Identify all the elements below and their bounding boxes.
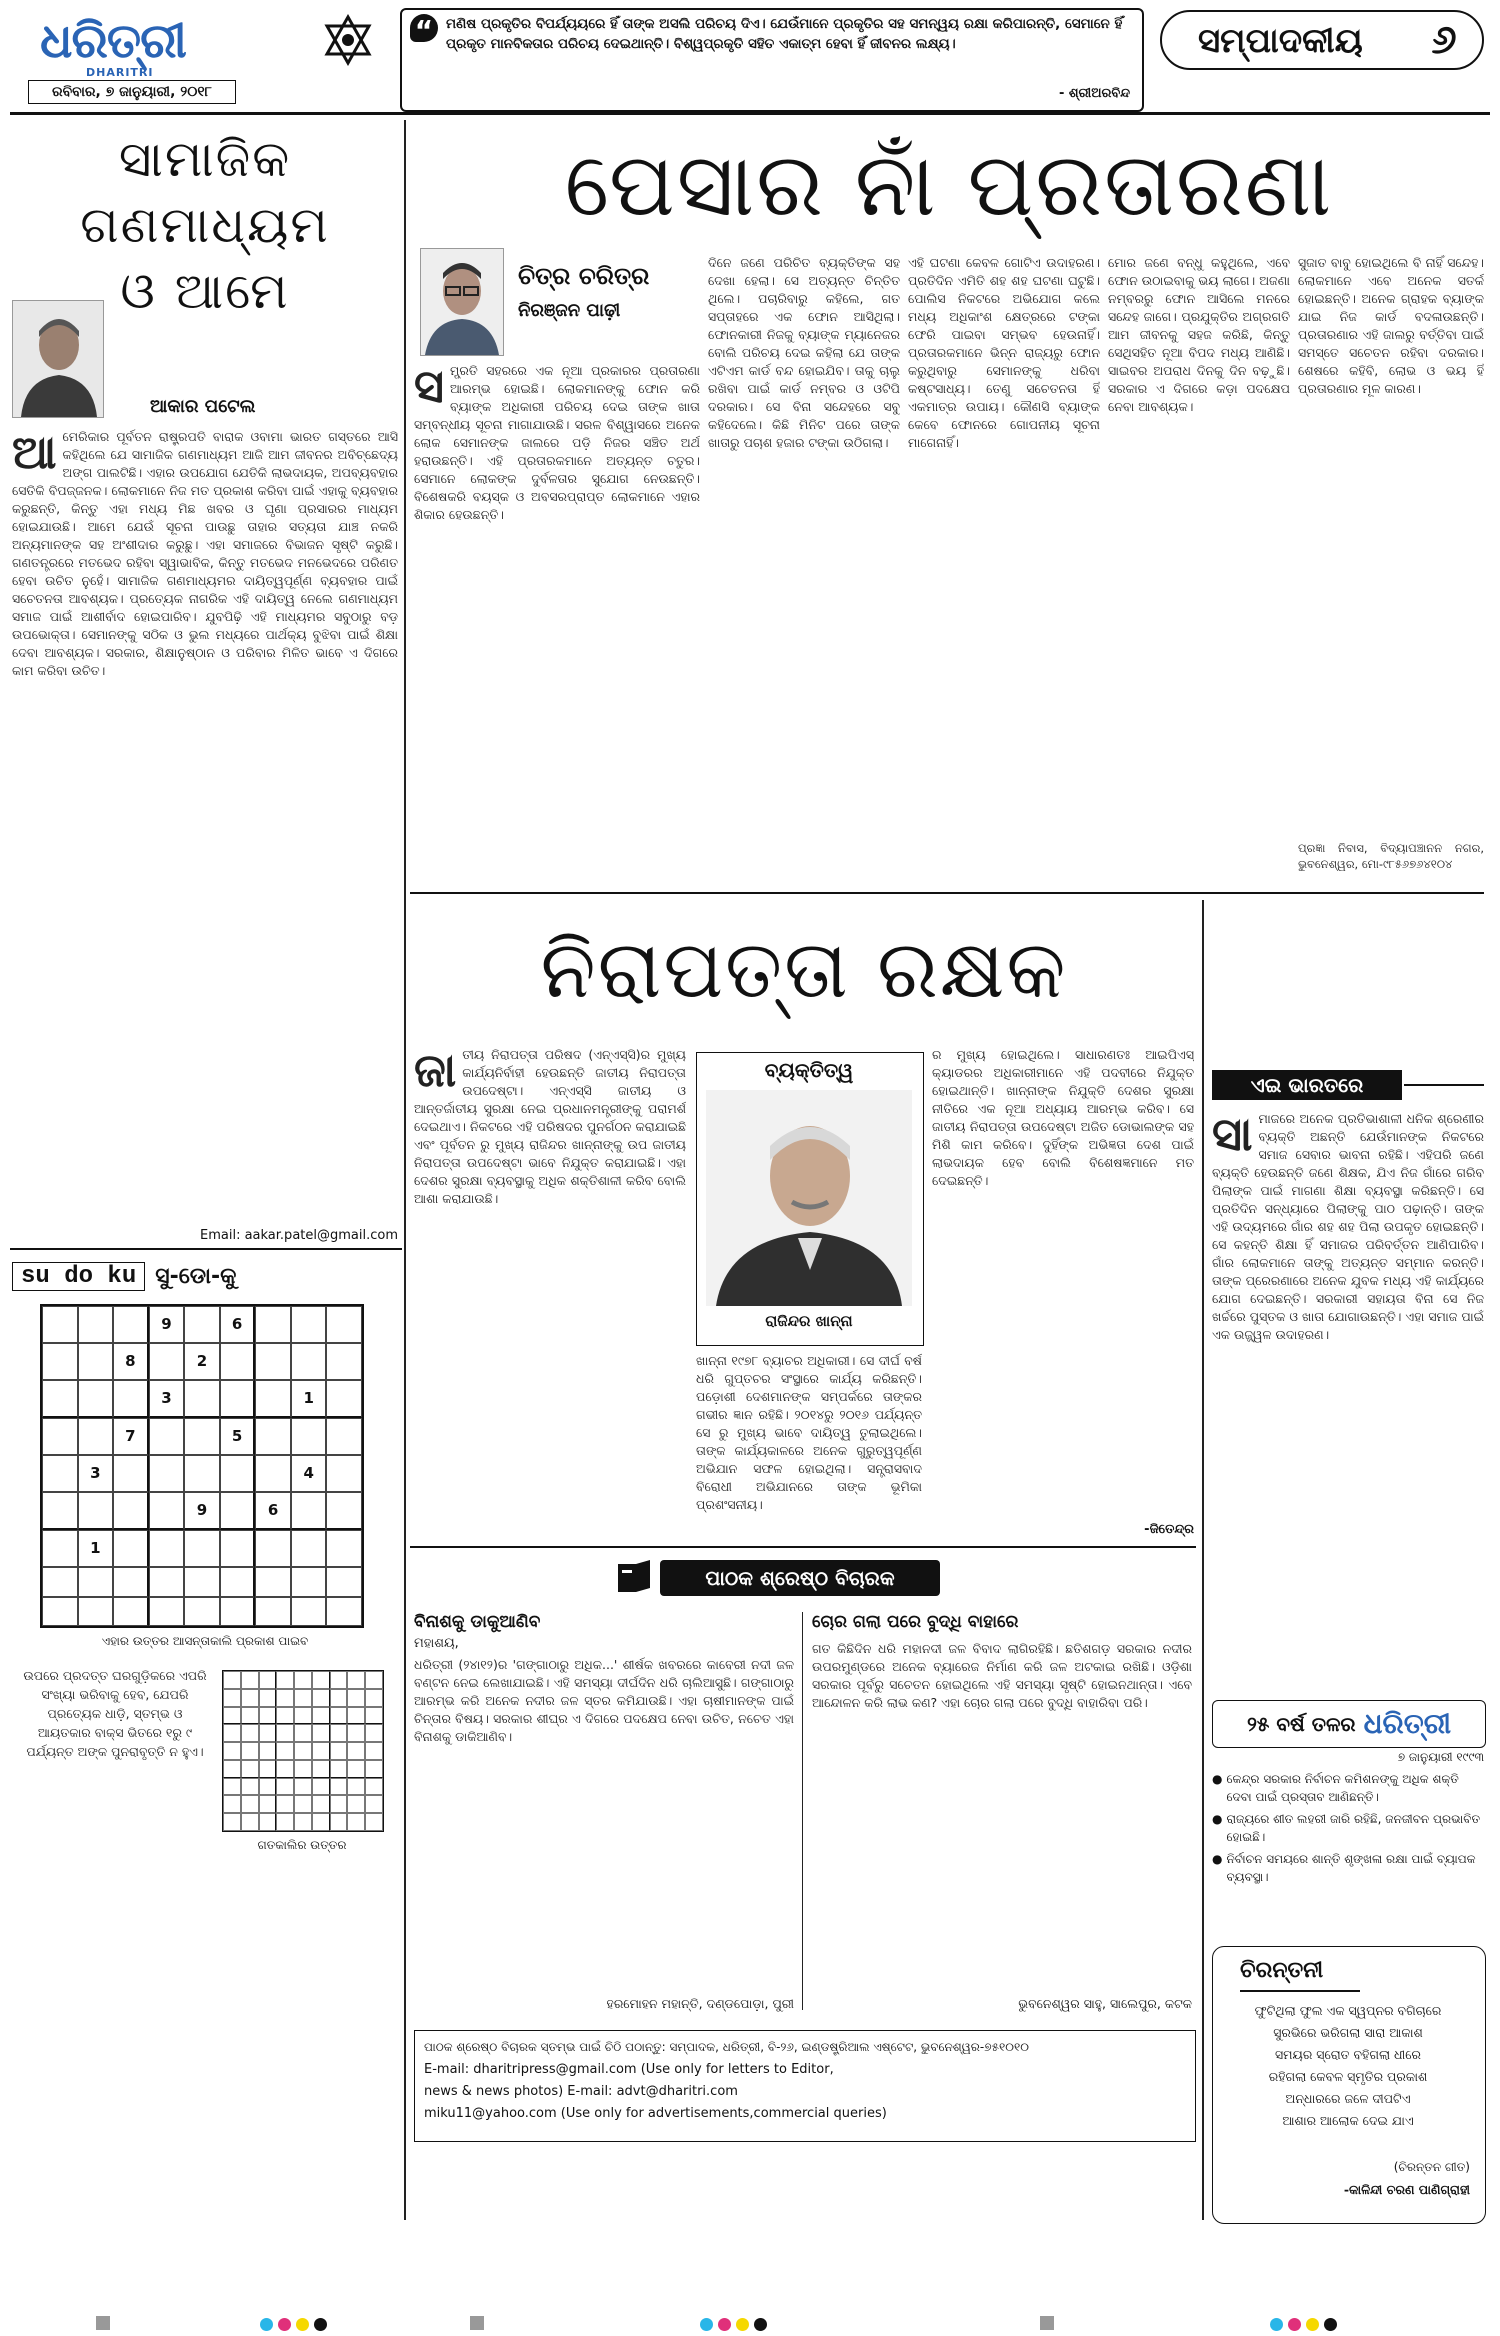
sudoku-cell[interactable] xyxy=(184,1380,220,1418)
paisa-body-col5: ସୁଜାତ ବାବୁ ହୋଇଥିଲେ ବି ନାହିଁ ସନ୍ଦେହ। ଲୋକମାନେ ଏବେ ଅନେକ ସତର୍କ ହୋଇଛନ୍ତି। ଅନେକ ଗ୍ରାହକ ବ୍ୟାଙ୍କ ଯାଇ ନିଜ କାର୍ଡ ବଦଳାଉଛନ୍ତି। ପ୍ରତାରଣାର ଏହି ଜାଲରୁ ବର୍ତ୍ତିବା ପାଇଁ ସମସ୍ତେ ସଚେତନ ରହିବା ଦରକାର। ଶେଷରେ କହିବି, ଲୋଭ ଓ ଭୟ ହିଁ ପ୍ରତାରଣାର ମୂଳ କାରଣ। xyxy=(1298,255,1484,396)
social-email: Email: aakar.patel@gmail.com xyxy=(200,1228,398,1243)
letter2-body: ଗତ କିଛିଦିନ ଧରି ମହାନଦୀ ଜଳ ବିବାଦ ଲାଗିରହିଛି। ଛତିଶଗଡ଼ ସରକାର ନଦୀର ଉପରମୁଣ୍ଡରେ ଅନେକ ବ୍ୟାରେଜ ନିର୍ମାଣ କରି ଜଳ ଅଟକାଇ ରଖିଛି। ଓଡ଼ିଶା ସରକାର ପୂର୍ବରୁ ସଚେତନ ହୋଇଥିଲେ ଏହି ସମସ୍ୟା ସୃଷ୍ଟି ହୋଇନଥାନ୍ତା। ଏବେ ଆନ୍ଦୋଳନ କରି ଲାଭ କଣ? ଏହା ଚୋର ଗଲା ପରେ ବୁଦ୍ଧି ବାହାରିବା ପରି। xyxy=(812,1641,1192,1710)
prev-answer-cell xyxy=(223,1671,241,1689)
prev-answer-cell xyxy=(223,1778,241,1796)
prev-answer-cell xyxy=(223,1760,241,1778)
prev-answer-cell xyxy=(365,1795,383,1813)
author-photo-social xyxy=(12,300,104,418)
sudoku-rule xyxy=(10,1248,402,1250)
prev-answer-cell xyxy=(241,1742,259,1760)
letter2-author: ଭୁବନେଶ୍ୱର ସାହୁ, ସାଲେପୁର, କଟକ xyxy=(1018,1996,1192,2011)
sudoku-cell[interactable] xyxy=(291,1418,327,1455)
prev-answer-cell xyxy=(294,1671,312,1689)
prev-answer-cell xyxy=(223,1707,241,1725)
letter1-title: ବିନାଶକୁ ଡାକୁଆଣିବ xyxy=(414,1612,541,1632)
security-body-col1-text: ତୀୟ ନିରାପତ୍ତା ପରିଷଦ (ଏନ୍‌ଏସ୍‌ସି)ର ମୁଖ୍ୟ କାର୍ଯ୍ୟନିର୍ବାହୀ ହେଉଛନ୍ତି ଜାତୀୟ ନିରାପତ୍ତା ଉପଦେଷ୍ଟା। ଏନ୍‌ଏସ୍‌ସି ଜାତୀୟ ଓ ଆନ୍ତର୍ଜାତୀୟ ସୁରକ୍ଷା ନେଇ ପ୍ରଧାନମନ୍ତ୍ରୀଙ୍କୁ ପରାମର୍ଶ ଦେଇଥାଏ। ନିକଟରେ ଏହି ପରିଷଦର ପୁନର୍ଗଠନ କରାଯାଇଛି ଏବଂ ପୂର୍ବତନ ରୁ ମୁଖ୍ୟ ରାଜିନ୍ଦର ଖାନ୍ନାଙ୍କୁ ଉପ ଜାତୀୟ ନିରାପତ୍ତା ଉପଦେଷ୍ଟା ଭାବେ ନିଯୁକ୍ତ କରାଯାଇଛି। ଏହା ଦେଶର ସୁରକ୍ଷା ବ୍ୟବସ୍ଥାକୁ ଅଧିକ ଶକ୍ତିଶାଳୀ କରିବ ବୋଲି ଆଶା କରାଯାଉଛି। xyxy=(414,1047,686,1206)
paisa-body-col1 xyxy=(414,362,700,882)
sudoku-cell[interactable] xyxy=(255,1530,291,1567)
sudoku-cell[interactable] xyxy=(291,1306,327,1343)
letters-divider xyxy=(802,1612,803,2010)
sudoku-prev-answer-label: ଗତକାଲିର ଉତ୍ତର xyxy=(257,1838,347,1852)
prev-answer-cell xyxy=(241,1813,259,1831)
prev-answer-cell xyxy=(347,1707,365,1725)
prev-answer-cell xyxy=(312,1795,330,1813)
sudoku-cell[interactable] xyxy=(326,1492,362,1530)
anniversary-list xyxy=(1212,1770,1484,1886)
prev-answer-cell xyxy=(223,1689,241,1707)
sudoku-cell[interactable] xyxy=(149,1597,185,1627)
paisa-signoff: ପ୍ରଜ୍ଞା ନିବାସ, ବିଦ୍ୟାପଞ୍ଚାନନ ନଗର, ଭୁବନେଶ୍ୱର, ମୋ-୯୮୫୬୭୬୪୧୦୪ xyxy=(1298,841,1484,871)
sudoku-cell[interactable] xyxy=(326,1597,362,1627)
prev-answer-cell xyxy=(276,1742,294,1760)
prev-answer-cell xyxy=(347,1742,365,1760)
sudoku-cell[interactable] xyxy=(326,1530,362,1567)
social-body xyxy=(12,428,398,1228)
security-body-col1 xyxy=(414,1046,686,1540)
sudoku-cell[interactable] xyxy=(326,1306,362,1343)
chiranti-rule xyxy=(1240,1990,1360,1992)
cyan-dot xyxy=(1270,2318,1283,2331)
prev-answer-cell xyxy=(294,1813,312,1831)
prev-answer-cell xyxy=(294,1707,312,1725)
black-dot xyxy=(754,2318,767,2331)
poem-line: ସମୟର ସ୍ରୋତ ବହିଗଲା ଧୀରେ xyxy=(1275,2047,1421,2062)
social-body-text: ମେରିକାର ପୂର୍ବତନ ରାଷ୍ଟ୍ରପତି ବାରାକ ଓବାମା ଭାରତ ଗସ୍ତରେ ଆସି କହିଥିଲେ ଯେ ସାମାଜିକ ଗଣମାଧ୍ୟମ ଆଜି ଆମ ଜୀବନର ଅବିଚ୍ଛେଦ୍ୟ ଅଙ୍ଗ ପାଲଟିଛି। ଏହାର ଉପଯୋଗ ଯେତିକି ଲାଭଦାୟକ, ଅପବ୍ୟବହାର ସେତିକି ବିପଜ୍ଜନକ। ଲୋକମାନେ ନିଜ ମତ ପ୍ରକାଶ କରିବା ପାଇଁ ଏହାକୁ ବ୍ୟବହାର କରୁଛନ୍ତି, କିନ୍ତୁ ଏହା ମଧ୍ୟ ମିଛ ଖବର ଓ ଘୃଣା ପ୍ରସାରର ମାଧ୍ୟମ ହୋଇଯାଉଛି। ଆମେ ଯେଉଁ ସୂଚନା ପାଉଛୁ ତାହାର ସତ୍ୟତା ଯାଞ୍ଚ ନକରି ଅନ୍ୟମାନଙ୍କ ସହ ଅଂଶୀଦାର କରୁଛୁ। ଏହା ସମାଜରେ ବିଭାଜନ ସୃଷ୍ଟି କରୁଛି। ଗଣତନ୍ତ୍ରରେ ମତଭେଦ ରହିବା ସ୍ୱାଭାବିକ, କିନ୍ତୁ ମତଭେଦ ମନଭେଦରେ ପରିଣତ ହେବା ଉଚିତ ନୁହେଁ। ସାମାଜିକ ଗଣମାଧ୍ୟମର ଦାୟିତ୍ୱପୂର୍ଣ୍ଣ ବ୍ୟବହାର ପାଇଁ ସଚେତନତା ଆବଶ୍ୟକ। ପ୍ରତ୍ୟେକ ନାଗରିକ ଏହି ଦାୟିତ୍ୱ ନେଲେ ଗଣମାଧ୍ୟମ ସମାଜ ପାଇଁ ଆଶୀର୍ବାଦ ହୋଇପାରିବ। ଯୁବପିଢ଼ି ଏହି ମାଧ୍ୟମର ସବୁଠାରୁ ବଡ଼ ଉପଭୋକ୍ତା। ସେମାନଙ୍କୁ ସଠିକ ଓ ଭୁଲ ମଧ୍ୟରେ ପାର୍ଥକ୍ୟ ବୁଝିବା ପାଇଁ ଶିକ୍ଷା ଦେବା ଆବଶ୍ୟକ। ସରକାର, ଶିକ୍ଷାନୁଷ୍ଠାନ ଓ ପରିବାର ମିଳିତ ଭାବେ ଏ ଦିଗରେ କାମ କରିବା ଉଚିତ। xyxy=(12,429,398,678)
prev-answer-cell xyxy=(294,1742,312,1760)
anniversary-title: ୨୫ ବର୍ଷ ତଳର xyxy=(1246,1712,1356,1736)
profile-box-label: ବ୍ୟକ୍ତିତ୍ୱ xyxy=(764,1058,854,1082)
security-body-col2: ଖାନ୍ନା ୧୯୭୮ ବ୍ୟାଚର ଅଧିକାରୀ। ସେ ଦୀର୍ଘ ବର୍ଷ ଧରି ଗୁପ୍ତଚର ସଂସ୍ଥାରେ କାର୍ଯ୍ୟ କରିଛନ୍ତି। ପଡ଼ୋଶୀ ଦେଶମାନଙ୍କ ସମ୍ପର୍କରେ ତାଙ୍କର ଗଭୀର ଜ୍ଞାନ ରହିଛି। ୨୦୧୪ରୁ ୨୦୧୬ ପର୍ଯ୍ୟନ୍ତ ସେ ରୁ ମୁଖ୍ୟ ଭାବେ ଦାୟିତ୍ୱ ତୁଲାଇଥିଲେ। ତାଙ୍କ କାର୍ଯ୍ୟକାଳରେ ଅନେକ ଗୁରୁତ୍ୱପୂର୍ଣ୍ଣ ଅଭିଯାନ ସଫଳ ହୋଇଥିଲା। ସନ୍ତ୍ରାସବାଦ ବିରୋଧୀ ଅଭିଯାନରେ ତାଙ୍କ ଭୂମିକା ପ୍ରଶଂସନୀୟ। xyxy=(696,1353,922,1512)
sudoku-cell[interactable] xyxy=(326,1418,362,1455)
prev-answer-cell xyxy=(259,1795,277,1813)
sudoku-cell[interactable] xyxy=(42,1343,78,1380)
sudoku-cell[interactable] xyxy=(220,1597,256,1627)
prev-answer-cell xyxy=(347,1724,365,1742)
sudoku-cell[interactable] xyxy=(220,1567,256,1597)
cyan-dot xyxy=(700,2318,713,2331)
poem-line: ଆଶାର ଆଲୋକ ଦେଇ ଯାଏ xyxy=(1282,2113,1414,2128)
security-signoff: -ଜିତେନ୍ଦ୍ର xyxy=(1144,1522,1194,1537)
sudoku-cell[interactable] xyxy=(149,1492,185,1530)
top-quote-text: ମଣିଷ ପ୍ରକୃତିର ବିପର୍ଯ୍ୟୟରେ ହିଁ ତାଙ୍କ ଅସଲି ପରିଚୟ ଦିଏ। ଯେଉଁମାନେ ପ୍ରକୃତିର ସହ ସମନ୍ୱୟ ରକ୍ଷା କରିପାରନ୍ତି, ସେମାନେ ହିଁ ପ୍ରକୃତ ମାନବିକତାର ପରିଚୟ ଦେଇଥାନ୍ତି। ବିଶ୍ୱପ୍ରକୃତି ସହିତ ଏକାତ୍ମ ହେବା ହିଁ ଜୀବନର ଲକ୍ଷ୍ୟ। xyxy=(446,16,1123,52)
social-author: ଆକାର ପଟେଲ xyxy=(150,396,256,417)
paisa-drop-cap: ସ xyxy=(414,362,444,413)
prev-answer-cell xyxy=(330,1724,348,1742)
prev-answer-cell xyxy=(312,1813,330,1831)
sudoku-cell[interactable] xyxy=(220,1492,256,1530)
sudoku-cell[interactable]: 8 xyxy=(113,1343,149,1380)
yellow-dot xyxy=(296,2318,309,2331)
letters-top-rule xyxy=(410,1546,1196,1548)
sudoku-cell[interactable] xyxy=(184,1306,220,1343)
sudoku-cell[interactable] xyxy=(255,1306,291,1343)
color-registration-marks xyxy=(700,2318,767,2331)
prev-answer-cell xyxy=(294,1689,312,1707)
social-headline xyxy=(12,126,398,324)
prev-answer-cell xyxy=(259,1724,277,1742)
prev-answer-cell xyxy=(259,1813,277,1831)
prev-answer-cell xyxy=(312,1724,330,1742)
prev-answer-cell xyxy=(276,1707,294,1725)
security-headline: ନିରାପତ୍ତା ରକ୍ଷକ xyxy=(540,923,1068,1016)
prev-answer-cell xyxy=(276,1813,294,1831)
prev-answer-cell xyxy=(276,1760,294,1778)
sudoku-cell[interactable] xyxy=(291,1343,327,1380)
prev-answer-cell xyxy=(259,1742,277,1760)
black-dot xyxy=(1324,2318,1337,2331)
masthead-logo-sub: DHARITRI xyxy=(86,66,154,79)
prev-answer-cell xyxy=(294,1778,312,1796)
sudoku-cell[interactable] xyxy=(184,1418,220,1455)
sudoku-cell[interactable] xyxy=(78,1567,114,1597)
prev-answer-cell xyxy=(365,1760,383,1778)
sudoku-cell[interactable] xyxy=(184,1597,220,1627)
prev-answer-cell xyxy=(294,1724,312,1742)
sudoku-cell[interactable] xyxy=(42,1597,78,1627)
prev-answer-cell xyxy=(259,1707,277,1725)
this-india-body xyxy=(1212,1110,1484,1680)
prev-answer-cell xyxy=(223,1742,241,1760)
sudoku-cell[interactable] xyxy=(42,1418,78,1455)
social-headline-line2: ଓ ଆମେ xyxy=(120,262,290,320)
sudoku-cell[interactable] xyxy=(113,1597,149,1627)
sudoku-cell[interactable] xyxy=(255,1418,291,1455)
sudoku-prev-answer-grid xyxy=(222,1670,384,1832)
sudoku-cell[interactable] xyxy=(326,1380,362,1418)
sudoku-cell[interactable]: 1 xyxy=(78,1530,114,1567)
prev-answer-cell xyxy=(330,1742,348,1760)
cyan-dot xyxy=(260,2318,273,2331)
paisa-body-col1-text: ମ୍ପ୍ରତି ସହରରେ ଏକ ନୂଆ ପ୍ରକାରର ପ୍ରତାରଣା ଆରମ୍ଭ ହୋଇଛି। ଲୋକମାନଙ୍କୁ ଫୋନ କରି ବ୍ୟାଙ୍କ ଅଧିକାରୀ ପରିଚୟ ଦେଇ ତାଙ୍କ ଖାତା ସମ୍ବନ୍ଧୀୟ ସୂଚନା ମାଗାଯାଉଛି। ସରଳ ବିଶ୍ୱାସରେ ଅନେକ ଲୋକ ସେମାନଙ୍କ ଜାଲରେ ପଡ଼ି ନିଜର ସଞ୍ଚିତ ଅର୍ଥ ହରାଉଛନ୍ତି। ଏହି ପ୍ରତାରକମାନେ ଅତ୍ୟନ୍ତ ଚତୁର। ସେମାନେ ଲୋକଙ୍କ ଦୁର୍ବଳତାର ସୁଯୋଗ ନେଉଛନ୍ତି। ବିଶେଷକରି ବୟସ୍କ ଓ ଅବସରପ୍ରାପ୍ତ ଲୋକମାନେ ଏହାର ଶିକାର ହେଉଛନ୍ତି। xyxy=(414,363,700,522)
prev-answer-cell xyxy=(259,1689,277,1707)
prev-answer-cell xyxy=(259,1671,277,1689)
poem-line: ଅନ୍ଧାରରେ ଜଳେ ଦୀପଟିଏ xyxy=(1285,2091,1411,2106)
masthead-logo: ଧରିତ୍ରୀ xyxy=(40,13,186,69)
top-quote-author: - ଶ୍ରୀଅରବିନ୍ଦ xyxy=(1058,86,1130,101)
sudoku-cell[interactable]: 7 xyxy=(113,1418,149,1455)
prev-answer-cell xyxy=(276,1724,294,1742)
sudoku-cell[interactable] xyxy=(42,1567,78,1597)
paisa-body-col3: ଏହି ଘଟଣା କେବଳ ଗୋଟିଏ ଉଦାହରଣ। ପ୍ରତିଦିନ ଏମିତି ଶହ ଶହ ଘଟଣା ଘଟୁଛି। ପୋଲିସ ନିକଟରେ ଅଭିଯୋଗ କଲେ ମଧ୍ୟ ଅଧିକାଂଶ କ୍ଷେତ୍ରରେ ଟଙ୍କା ଫେରି ପାଇବା ସମ୍ଭବ ହେଉନାହିଁ। ପ୍ରତାରକମାନେ ଭିନ୍ନ ରାଜ୍ୟରୁ ଫୋନ କରୁଥିବାରୁ ସେମାନଙ୍କୁ ଧରିବା କଷ୍ଟସାଧ୍ୟ। ତେଣୁ ସଚେତନତା ହିଁ ଏକମାତ୍ର ଉପାୟ। କୌଣସି ବ୍ୟାଙ୍କ କେବେ ଫୋନରେ ଗୋପନୀୟ ସୂଚନା ମାଗେନାହିଁ। xyxy=(908,255,1100,450)
footer-line4[interactable]: miku11@yahoo.com (Use only for advertisements,commercial queries) xyxy=(424,2106,887,2121)
letter2-title: ଚୋର ଗଲା ପରେ ବୁଦ୍ଧି ବାହାରେ xyxy=(812,1612,1019,1632)
sudoku-cell[interactable] xyxy=(149,1530,185,1567)
letters-header: ପାଠକ ଶ୍ରେଷ୍ଠ ବିଚାରକ xyxy=(660,1560,940,1596)
sudoku-instructions: ଉପରେ ପ୍ରଦତ୍ତ ଘରଗୁଡ଼ିକରେ ଏପରି ସଂଖ୍ୟା ଭରିବାକୁ ହେବ, ଯେପରି ପ୍ରତ୍ୟେକ ଧାଡ଼ି, ସ୍ତମ୍ଭ ଓ ଆୟତକାର ବାକ୍ସ ଭିତରେ ୧ରୁ ୯ ପର୍ଯ୍ୟନ୍ତ ଅଙ୍କ ପୁନରାବୃତ୍ତି ନ ହୁଏ। xyxy=(23,1668,207,1759)
security-body-col3: ର ମୁଖ୍ୟ ହୋଇଥିଲେ। ସାଧାରଣତଃ ଆଇପିଏସ୍ କ୍ୟାଡରର ଅଧିକାରୀମାନେ ଏହି ପଦବୀରେ ନିଯୁକ୍ତ ହୋଇଥାନ୍ତି। ଖାନ୍ନାଙ୍କ ନିଯୁକ୍ତି ଦେଶର ସୁରକ୍ଷା ନୀତିରେ ଏକ ନୂଆ ଅଧ୍ୟାୟ ଆରମ୍ଭ କରିବ। ସେ ଜାତୀୟ ନିରାପତ୍ତା ଉପଦେଷ୍ଟା ଅଜିତ ଡୋଭାଲଙ୍କ ସହ ମିଶି କାମ କରିବେ। ଦୁହିଁଙ୍କ ଅଭିଜ୍ଞତା ଦେଶ ପାଇଁ ଲାଭଦାୟକ ହେବ ବୋଲି ବିଶେଷଜ୍ଞମାନେ ମତ ଦେଇଛନ୍ତି। xyxy=(932,1047,1194,1188)
prev-answer-cell xyxy=(347,1760,365,1778)
paisa-body-col4: ମୋର ଜଣେ ବନ୍ଧୁ କହୁଥିଲେ, ଏବେ ଫୋନ ଉଠାଇବାକୁ ଭୟ ଲାଗେ। ଅଜଣା ନମ୍ବରରୁ ଫୋନ ଆସିଲେ ମନରେ ସନ୍ଦେହ ଜାଗେ। ପ୍ରଯୁକ୍ତିର ଅଗ୍ରଗତି ଆମ ଜୀବନକୁ ସହଜ କରିଛି, କିନ୍ତୁ ସେଥିସହିତ ନୂଆ ବିପଦ ମଧ୍ୟ ଆଣିଛି। ସାଇବର ଅପରାଧ ଦିନକୁ ଦିନ ବଢ଼ୁଛି। ସରକାର ଏ ଦିଗରେ କଡ଼ା ପଦକ୍ଷେପ ନେବା ଆବଶ୍ୟକ। xyxy=(1108,255,1290,414)
sudoku-cell[interactable]: 1 xyxy=(291,1380,327,1418)
yellow-dot xyxy=(736,2318,749,2331)
magenta-dot xyxy=(278,2318,291,2331)
letter1-body: ଧରିତ୍ରୀ (୨୪ା୧୨)ର 'ଗଙ୍ଗାଠାରୁ ଅଧିକ...' ଶୀର୍ଷକ ଖବରରେ କାବେରୀ ନଦୀ ଜଳ ବଣ୍ଟନ ନେଇ ଲେଖାଯାଇଛି। ଏହି ସମସ୍ୟା ଦୀର୍ଘଦିନ ଧରି ଚାଲିଆସୁଛି। ଗଙ୍ଗାଠାରୁ ଆରମ୍ଭ କରି ଅନେକ ନଦୀର ଜଳ ସ୍ତର କମିଯାଉଛି। ଏହା ଚାଷୀମାନଙ୍କ ପାଇଁ ଚିନ୍ତାର ବିଷୟ। ସରକାର ଶୀଘ୍ର ଏ ଦିଗରେ ପଦକ୍ଷେପ ନେବା ଉଚିତ, ନଚେତ ଏହା ବିନାଶକୁ ଡାକିଆଣିବ। xyxy=(414,1657,794,1744)
sudoku-cell[interactable] xyxy=(78,1418,114,1455)
letter1-salute: ମହାଶୟ, xyxy=(414,1636,459,1651)
sudoku-cell[interactable] xyxy=(184,1455,220,1492)
prev-answer-cell xyxy=(223,1724,241,1742)
prev-answer-cell xyxy=(347,1813,365,1831)
masthead-rule xyxy=(10,112,1490,115)
sudoku-cell[interactable] xyxy=(220,1455,256,1492)
poem-line: ରହିଗଲା କେବଳ ସ୍ମୃତିର ପ୍ରକାଶ xyxy=(1268,2069,1428,2084)
sudoku-cell[interactable] xyxy=(113,1380,149,1418)
sudoku-cell[interactable] xyxy=(78,1380,114,1418)
prev-answer-cell xyxy=(241,1671,259,1689)
prev-answer-cell xyxy=(330,1795,348,1813)
print-mark xyxy=(470,2316,484,2330)
prev-answer-cell xyxy=(241,1689,259,1707)
page-number: ୬ xyxy=(1431,17,1457,63)
paisa-body-col2: ଦିନେ ଜଣେ ପରିଚିତ ବ୍ୟକ୍ତିଙ୍କ ସହ ଦେଖା ହେଲା। ସେ ଅତ୍ୟନ୍ତ ଚିନ୍ତିତ ଥିଲେ। ପଚାରିବାରୁ କହିଲେ, ଗତ ସପ୍ତାହରେ ଏକ ଫୋନ ଆସିଥିଲା। ଫୋନକାରୀ ନିଜକୁ ବ୍ୟାଙ୍କ ମ୍ୟାନେଜର ବୋଲି ପରିଚୟ ଦେଇ କହିଲା ଯେ ତାଙ୍କ ଏଟିଏମ କାର୍ଡ ବନ୍ଦ ହୋଇଯିବ। ତାକୁ ଚାଲୁ ରଖିବା ପାଇଁ କାର୍ଡ ନମ୍ବର ଓ ଓଟିପି ଦରକାର। ସେ ବିନା ସନ୍ଦେହରେ ସବୁ କହିଦେଲେ। କିଛି ମିନିଟ ପରେ ତାଙ୍କ ଖାତାରୁ ପଚାଶ ହଜାର ଟଙ୍କା ଉଠିଗଲା। xyxy=(708,255,900,450)
sudoku-cell[interactable] xyxy=(113,1455,149,1492)
prev-answer-cell xyxy=(365,1813,383,1831)
sudoku-cell[interactable] xyxy=(42,1306,78,1343)
anniversary-item: ● ରାଜ୍ୟରେ ଶୀତ ଲହରୀ ଜାରି ରହିଛି, ଜନଜୀବନ ପ୍ରଭାବିତ ହୋଇଛି। xyxy=(1212,1812,1481,1844)
prev-answer-cell xyxy=(365,1778,383,1796)
prev-answer-cell xyxy=(347,1795,365,1813)
prev-answer-cell xyxy=(223,1813,241,1831)
author-photo-paisa xyxy=(420,248,504,356)
prev-answer-cell xyxy=(259,1760,277,1778)
color-registration-marks xyxy=(1270,2318,1337,2331)
prev-answer-cell xyxy=(312,1671,330,1689)
sudoku-cell[interactable] xyxy=(113,1567,149,1597)
quote-mark-icon: “ xyxy=(410,14,438,42)
prev-answer-cell xyxy=(330,1671,348,1689)
sudoku-cell[interactable] xyxy=(113,1492,149,1530)
sudoku-cell[interactable] xyxy=(78,1492,114,1530)
prev-answer-cell xyxy=(276,1778,294,1796)
prev-answer-cell xyxy=(347,1671,365,1689)
paisa-column-name: ଚିତ୍ର ଚରିତ୍ର xyxy=(518,262,650,290)
social-drop-cap: ଆ xyxy=(12,428,57,479)
sudoku-cell[interactable] xyxy=(291,1567,327,1597)
prev-answer-cell xyxy=(330,1813,348,1831)
prev-answer-cell xyxy=(276,1671,294,1689)
sudoku-answer-note: ଏହାର ଉତ୍ତର ଆସନ୍ତାକାଲି ପ୍ରକାଶ ପାଇବ xyxy=(101,1634,309,1648)
sudoku-cell[interactable]: 9 xyxy=(184,1492,220,1530)
star-emblem-icon xyxy=(322,14,374,66)
prev-answer-cell xyxy=(241,1795,259,1813)
sudoku-cell[interactable] xyxy=(255,1567,291,1597)
sudoku-cell[interactable] xyxy=(42,1455,78,1492)
black-dot xyxy=(314,2318,327,2331)
chiranti-note: (ଚିରନ୍ତନ ଗୀତ) xyxy=(1393,2160,1470,2174)
sudoku-cell[interactable] xyxy=(113,1530,149,1567)
sudoku-cell[interactable] xyxy=(326,1567,362,1597)
sudoku-cell[interactable] xyxy=(291,1530,327,1567)
prev-answer-cell xyxy=(312,1689,330,1707)
paisa-bottom-rule xyxy=(410,892,1484,894)
sudoku-cell[interactable] xyxy=(149,1418,185,1455)
sudoku-cell[interactable] xyxy=(149,1343,185,1380)
prev-answer-cell xyxy=(312,1760,330,1778)
sudoku-cell[interactable] xyxy=(78,1306,114,1343)
yellow-dot xyxy=(1306,2318,1319,2331)
dateline: ରବିବାର, ୭ ଜାନୁୟାରୀ, ୨୦୧୮ xyxy=(28,80,236,104)
this-india-rule xyxy=(1404,1084,1484,1086)
footer-line2[interactable]: E-mail: dharitripress@gmail.com (Use only for letters to Editor, xyxy=(424,2062,834,2077)
sudoku-cell[interactable] xyxy=(42,1530,78,1567)
print-mark xyxy=(1040,2316,1054,2330)
chiranti-title: ଚିରନ୍ତନୀ xyxy=(1240,1958,1324,1983)
sudoku-cell[interactable] xyxy=(149,1567,185,1597)
sudoku-cell[interactable] xyxy=(255,1380,291,1418)
sudoku-cell[interactable] xyxy=(255,1343,291,1380)
section-label-text: ସମ୍ପାଦକୀୟ xyxy=(1198,21,1363,61)
this-india-title: ଏଇ ଭାରତରେ xyxy=(1212,1070,1402,1100)
prev-answer-cell xyxy=(330,1707,348,1725)
sudoku-cell[interactable] xyxy=(326,1343,362,1380)
sudoku-cell[interactable] xyxy=(220,1380,256,1418)
prev-answer-cell xyxy=(223,1795,241,1813)
sudoku-cell[interactable]: 9 xyxy=(149,1306,185,1343)
print-mark xyxy=(96,2316,110,2330)
sudoku-cell[interactable]: 2 xyxy=(184,1343,220,1380)
social-headline-line1: ସାମାଜିକ ଗଣମାଧ୍ୟମ xyxy=(80,130,330,254)
sudoku-cell[interactable] xyxy=(220,1530,256,1567)
magenta-dot xyxy=(1288,2318,1301,2331)
prev-answer-cell xyxy=(312,1742,330,1760)
sudoku-cell[interactable] xyxy=(42,1380,78,1418)
prev-answer-cell xyxy=(259,1778,277,1796)
magenta-dot xyxy=(718,2318,731,2331)
sudoku-cell[interactable] xyxy=(255,1597,291,1627)
prev-answer-cell xyxy=(294,1760,312,1778)
prev-answer-cell xyxy=(241,1724,259,1742)
prev-answer-cell xyxy=(347,1689,365,1707)
chiranti-author: -କାଳିନ୍ଦୀ ଚରଣ ପାଣିଗ୍ରାହୀ xyxy=(1343,2182,1470,2197)
anniversary-date: ୭ ଜାନୁୟାରୀ ୧୯୯୩ xyxy=(1397,1750,1484,1764)
sudoku-cell[interactable]: 6 xyxy=(220,1306,256,1343)
anniversary-item: ● କେନ୍ଦ୍ର ସରକାର ନିର୍ବାଚନ କମିଶନଙ୍କୁ ଅଧିକ ଶକ୍ତି ଦେବା ପାଇଁ ପ୍ରସ୍ତାବ ଆଣିଛନ୍ତି। xyxy=(1212,1772,1459,1804)
sudoku-cell[interactable] xyxy=(78,1597,114,1627)
this-india-body-text: ମାଜରେ ଅନେକ ପ୍ରତିଭାଶାଳୀ ଧନିକ ଶ୍ରେଣୀର ବ୍ୟକ୍ତି ଅଛନ୍ତି ଯେଉଁମାନଙ୍କ ନିକଟରେ ସମାଜ ସେବାର ଭାବନା ରହିଛି। ଏହିପରି ଜଣେ ବ୍ୟକ୍ତି ହେଉଛନ୍ତି ଜଣେ ଶିକ୍ଷକ, ଯିଏ ନିଜ ଗାଁରେ ଗରିବ ପିଲାଙ୍କ ପାଇଁ ମାଗଣା ଶିକ୍ଷା ବ୍ୟବସ୍ଥା କରିଛନ୍ତି। ସେ ପ୍ରତିଦିନ ସନ୍ଧ୍ୟାରେ ପିଲାଙ୍କୁ ପାଠ ପଢ଼ାନ୍ତି। ତାଙ୍କ ଏହି ଉଦ୍ୟମରେ ଗାଁର ଶହ ଶହ ପିଲା ଉପକୃତ ହୋଇଛନ୍ତି। ସେ କହନ୍ତି ଶିକ୍ଷା ହିଁ ସମାଜର ପରିବର୍ତ୍ତନ ଆଣିପାରିବ। ଗାଁର ଲୋକମାନେ ତାଙ୍କୁ ଅତ୍ୟନ୍ତ ସମ୍ମାନ କରନ୍ତି। ତାଙ୍କ ପ୍ରେରଣାରେ ଅନେକ ଯୁବକ ମଧ୍ୟ ଏହି କାର୍ଯ୍ୟରେ ଯୋଗ ଦେଇଛନ୍ତି। ସରକାରୀ ସହାୟତା ବିନା ସେ ନିଜ ଖର୍ଚ୍ଚରେ ପୁସ୍ତକ ଓ ଖାତା ଯୋଗାଉଛନ୍ତି। ଏହା ସମାଜ ପାଇଁ ଏକ ଉଜ୍ଜ୍ୱଳ ଉଦାହରଣ। xyxy=(1212,1111,1484,1342)
sudoku-cell[interactable]: 3 xyxy=(78,1455,114,1492)
prev-answer-cell xyxy=(241,1760,259,1778)
prev-answer-cell xyxy=(330,1689,348,1707)
prev-answer-cell xyxy=(365,1707,383,1725)
sudoku-cell[interactable] xyxy=(184,1530,220,1567)
prev-answer-cell xyxy=(241,1707,259,1725)
prev-answer-cell xyxy=(365,1724,383,1742)
prev-answer-cell xyxy=(330,1760,348,1778)
sudoku-cell[interactable] xyxy=(42,1492,78,1530)
chiranti-poem xyxy=(1226,2000,1470,2132)
anniversary-item: ● ନିର୍ବାଚନ ସମୟରେ ଶାନ୍ତି ଶୃଙ୍ଖଳା ରକ୍ଷା ପାଇଁ ବ୍ୟାପକ ବ୍ୟବସ୍ଥା। xyxy=(1212,1852,1476,1884)
column-divider xyxy=(404,120,406,2220)
prev-answer-cell xyxy=(294,1795,312,1813)
prev-answer-cell xyxy=(276,1689,294,1707)
sudoku-cell[interactable]: 3 xyxy=(149,1380,185,1418)
prev-answer-cell xyxy=(312,1707,330,1725)
paisa-author: ନିରଞ୍ଜନ ପାଢ଼ୀ xyxy=(518,300,621,321)
sudoku-cell[interactable] xyxy=(149,1455,185,1492)
prev-answer-cell xyxy=(276,1795,294,1813)
sudoku-cell[interactable]: 5 xyxy=(220,1418,256,1455)
sudoku-cell[interactable]: 4 xyxy=(291,1455,327,1492)
sudoku-grid[interactable] xyxy=(40,1304,364,1628)
letter1-author: ହରମୋହନ ମହାନ୍ତି, ଦଣ୍ଡପୋଡ଼ା, ପୁରୀ xyxy=(606,1996,794,2011)
sudoku-title-odia: ସୁ-ଡୋ-କୁ xyxy=(155,1263,237,1289)
sudoku-cell[interactable] xyxy=(255,1455,291,1492)
sudoku-cell[interactable] xyxy=(184,1567,220,1597)
prev-answer-cell xyxy=(241,1778,259,1796)
profile-name: ରାଜିନ୍ଦର ଖାନ୍ନା xyxy=(765,1312,853,1330)
pen-icon xyxy=(614,1558,654,1598)
prev-answer-cell xyxy=(312,1778,330,1796)
sudoku-cell[interactable] xyxy=(220,1343,256,1380)
prev-answer-cell xyxy=(330,1778,348,1796)
right-column-divider xyxy=(1202,900,1204,2220)
footer-line1: ପାଠକ ଶ୍ରେଷ୍ଠ ବିଚାରକ ସ୍ତମ୍ଭ ପାଇଁ ଚିଠି ପଠାନ୍ତୁ: ସମ୍ପାଦକ, ଧରିତ୍ରୀ, ବି-୨୬, ଇଣ୍ଡଷ୍ଟ୍ରିଆଲ ଏଷ୍ଟେଟ, ଭୁବନେଶ୍ୱର-୭୫୧୦୧୦ xyxy=(424,2040,1029,2054)
poem-line: ଫୁଟିଥିଲା ଫୁଲ ଏକ ସ୍ୱପ୍ନର ବଗିଚାରେ xyxy=(1254,2003,1442,2018)
paisa-headline: ପେସାର ନାଁ ପ୍ରତାରଣା xyxy=(564,133,1334,236)
anniversary-logo: ଧରିତ୍ରୀ xyxy=(1363,1707,1452,1740)
sudoku-cell[interactable] xyxy=(291,1597,327,1627)
this-india-drop-cap: ସା xyxy=(1212,1110,1253,1161)
prev-answer-cell xyxy=(365,1689,383,1707)
sudoku-cell[interactable] xyxy=(326,1455,362,1492)
security-drop-cap: ଜା xyxy=(414,1046,457,1097)
profile-photo xyxy=(706,1090,912,1306)
sudoku-cell[interactable]: 6 xyxy=(255,1492,291,1530)
prev-answer-cell xyxy=(365,1742,383,1760)
sudoku-cell[interactable] xyxy=(291,1492,327,1530)
sudoku-cell[interactable] xyxy=(78,1343,114,1380)
anniversary-header xyxy=(1212,1700,1486,1748)
sudoku-header xyxy=(12,1258,398,1294)
prev-answer-cell xyxy=(347,1778,365,1796)
poem-line: ସୁରଭିରେ ଭରିଗଲା ସାରା ଆକାଶ xyxy=(1273,2025,1423,2040)
footer-line3[interactable]: news & news photos) E-mail: advt@dharitri.com xyxy=(424,2084,738,2099)
color-registration-marks xyxy=(260,2318,327,2331)
prev-answer-cell xyxy=(365,1671,383,1689)
sudoku-title: su do ku xyxy=(12,1262,145,1291)
sudoku-cell[interactable] xyxy=(113,1306,149,1343)
